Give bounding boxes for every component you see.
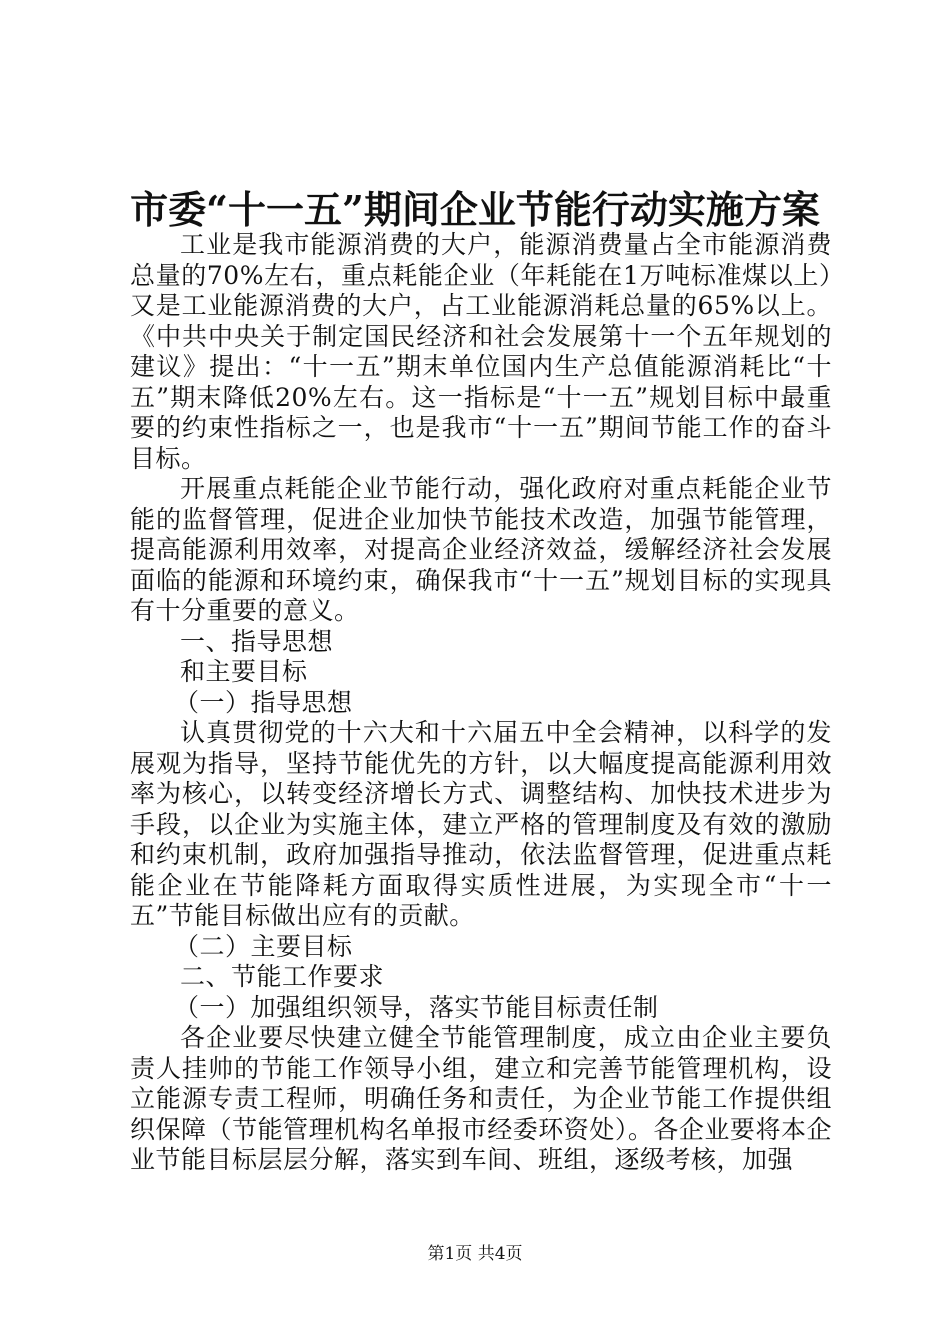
paragraph-3: 认真贯彻党的十六大和十六届五中全会精神，以科学的发展观为指导，坚持节能优先的方针，以大幅度提高能源利用效率为核心，以转变经济增长方式、调整结构、加快技术进步为手段，以企业为实施主体，建立严格的管理制度及有效的激励和约束机制，政府加强指导推动，依法监督管理，促进重点耗能企业在节能降耗方面取得实质性进展，为实现全市“十一五”节能目标做出应有的贡献。 xyxy=(130,718,832,930)
heading-energy-requirements: 二、节能工作要求 xyxy=(180,962,385,991)
paragraph-2: 开展重点耗能企业节能行动，强化政府对重点耗能企业节能的监督管理，促进企业加快节能技术改造，加强节能管理，提高能源利用效率，对提高企业经济效益，缓解经济社会发展面临的能源和环境约束，确保我市“十一五”规划目标的实现具有十分重要的意义。 xyxy=(130,474,832,625)
heading-main-goals-cont: 和主要目标 xyxy=(180,657,308,686)
subheading-main-goals: （二）主要目标 xyxy=(174,931,353,961)
page-number-footer: 第1页 共4页 xyxy=(427,1244,523,1264)
paragraph-1: 工业是我市能源消费的大户，能源消费量占全市能源消费总量的70%左右，重点耗能企业（年耗能在1万吨标准煤以上）又是工业能源消费的大户，占工业能源消耗总量的65%以上。《中共中央关于制定国民经济和社会发展第十一个五年规划的建议》提出：“十一五”期末单位国内生产总值能源消耗比“十五”期末降低20%左右。这一指标是“十一五”规划目标中最重要的约束性指标之一，也是我市“十一五”期间节能工作的奋斗目标。 xyxy=(130,230,832,473)
paragraph-4: 各企业要尽快建立健全节能管理制度，成立由企业主要负责人挂帅的节能工作领导小组，建立和完善节能管理机构，设立能源专责工程师，明确任务和责任，为企业节能工作提供组织保障（节能管理机构名单报市经委环资处）。各企业要将本企业节能目标层层分解，落实到车间、班组，逐级考核，加强 xyxy=(130,1023,832,1174)
document-title: 市委“十一五”期间企业节能行动实施方案 xyxy=(130,187,820,232)
heading-guiding-ideology: 一、指导思想 xyxy=(180,626,334,656)
subheading-organization-leadership: （一）加强组织领导，落实节能目标责任制 xyxy=(174,992,659,1022)
subheading-guiding-ideology: （一）指导思想 xyxy=(174,687,353,717)
document-body xyxy=(130,230,832,1176)
